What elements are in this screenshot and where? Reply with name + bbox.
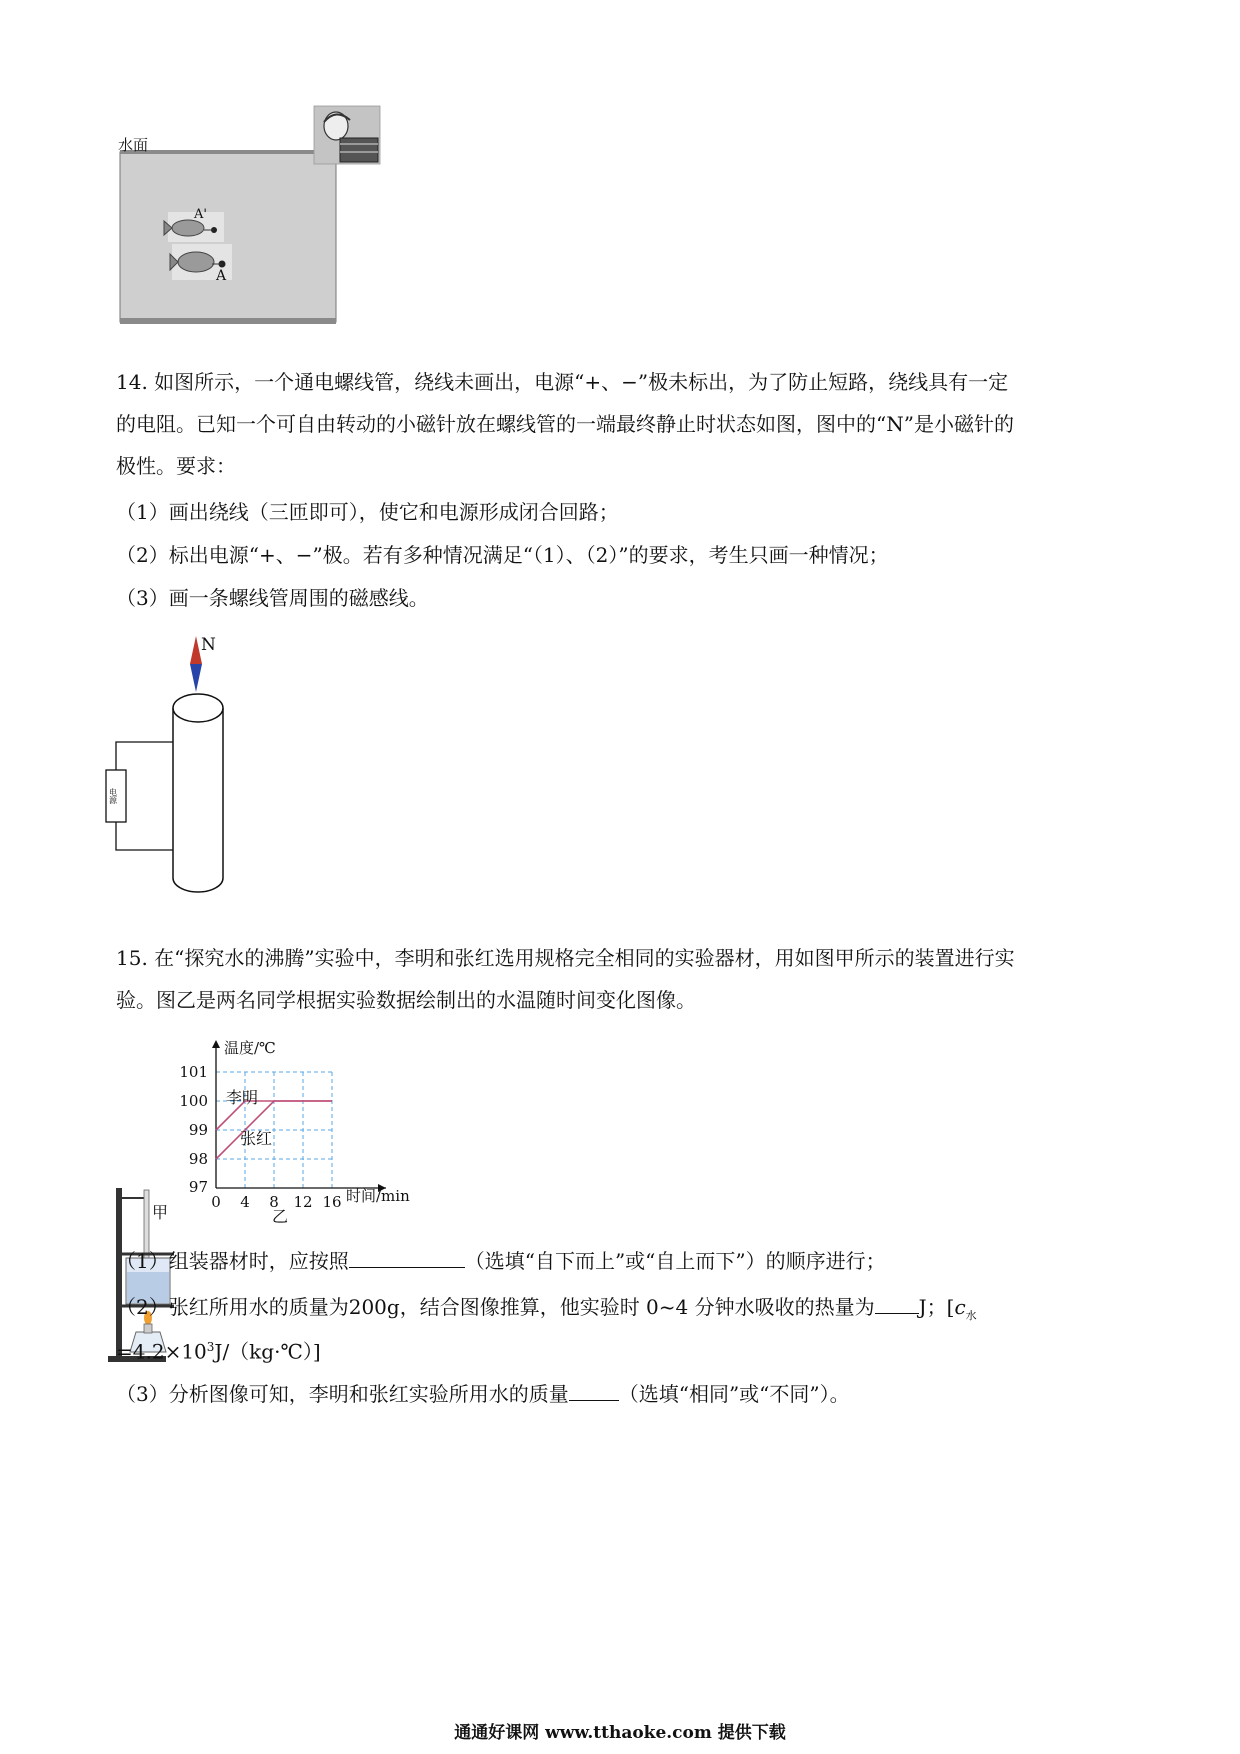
answer-blank-3[interactable] (569, 1380, 619, 1401)
y-tick-label-0: 97 (188, 1178, 208, 1196)
q14-line1: 14. 如图所示，一个通电螺线管，绕线未画出，电源“+、−”极未标出，为了防止短路，绕线具有一定 (116, 370, 1009, 394)
q14-line3: 极性。要求： (116, 454, 236, 478)
page-footer: 通通好课网 www.tthaoke.com 提供下载 (454, 1723, 786, 1743)
answer-blank-1[interactable] (349, 1247, 465, 1268)
needle-n-label: N (201, 635, 216, 655)
figure-caption-yi: 乙 (272, 1207, 289, 1226)
chart-ylabel: 温度/℃ (224, 1039, 276, 1057)
temperature-time-chart (179, 1034, 470, 1234)
power-source-label: 电源 (108, 788, 118, 804)
x-tick-label-2: 8 (269, 1193, 279, 1211)
q15-part1: （1）组装器材时，应按照 （选填“自下而上”或“自上而下”）的顺序进行； (116, 1249, 886, 1273)
y-tick-label-3: 100 (179, 1092, 208, 1110)
figure-solenoid (110, 628, 240, 908)
chart-xlabel: 时间/min (346, 1187, 410, 1205)
x-tick-label-0: 0 (211, 1193, 221, 1211)
water-surface-label: 水面 (118, 136, 149, 154)
y-tick-label-4: 101 (179, 1063, 208, 1081)
boy-observer-icon (314, 106, 380, 164)
q15-part3: （3）分析图像可知，李明和张红实验所用水的质量 （选填“相同”或“不同”）。 (116, 1382, 850, 1406)
answer-blank-2[interactable] (875, 1293, 919, 1314)
q14-requirement-1: （1）画出绕线（三匝即可），使它和电源形成闭合回路； (116, 500, 619, 524)
point-a-label: A (216, 268, 227, 284)
q15-line2: 验。图乙是两名同学根据实验数据绘制出的水温随时间变化图像。 (116, 988, 696, 1012)
figure-water-fish (118, 104, 388, 334)
figure-caption-jia: 甲 (152, 1203, 169, 1222)
q15-line1: 15. 在“探究水的沸腾”实验中，李明和张红选用规格完全相同的实验器材，用如图甲所示的装置进行实 (116, 946, 1015, 970)
y-tick-label-1: 98 (188, 1150, 208, 1168)
q15-part2-cont: $=4.2\times 10^3J/(kg\cdot℃)$] (116, 1339, 321, 1364)
solenoid-cylinder (173, 694, 223, 892)
x-tick-label-3: 12 (293, 1193, 313, 1211)
x-tick-label-1: 4 (240, 1193, 250, 1211)
y-axis-arrow (212, 1040, 220, 1048)
x-tick-label-4: 16 (322, 1193, 342, 1211)
q14-requirement-3: （3）画一条螺线管周围的磁感线。 (116, 586, 429, 610)
q14-requirement-2: （2）标出电源“+、−”极。若有多种情况满足“（1）、（2）”的要求，考生只画一种情况； (116, 543, 889, 567)
point-a-prime-label: A' (194, 207, 207, 222)
q14-line2: 的电阻。已知一个可自由转动的小磁针放在螺线管的一端最终静止时状态如图，图中的“N”是小磁针的 (116, 412, 1014, 436)
series-label-zhanghong: 张红 (240, 1129, 273, 1148)
series-label-liming: 李明 (226, 1088, 259, 1107)
q15-part2: （2）张红所用水的质量为200g，结合图像推算，他实验时 0~4 分钟水吸收的热量为 J；[$c_水$ (116, 1295, 977, 1322)
chart-axes (212, 1040, 386, 1192)
y-tick-label-2: 99 (188, 1121, 208, 1139)
